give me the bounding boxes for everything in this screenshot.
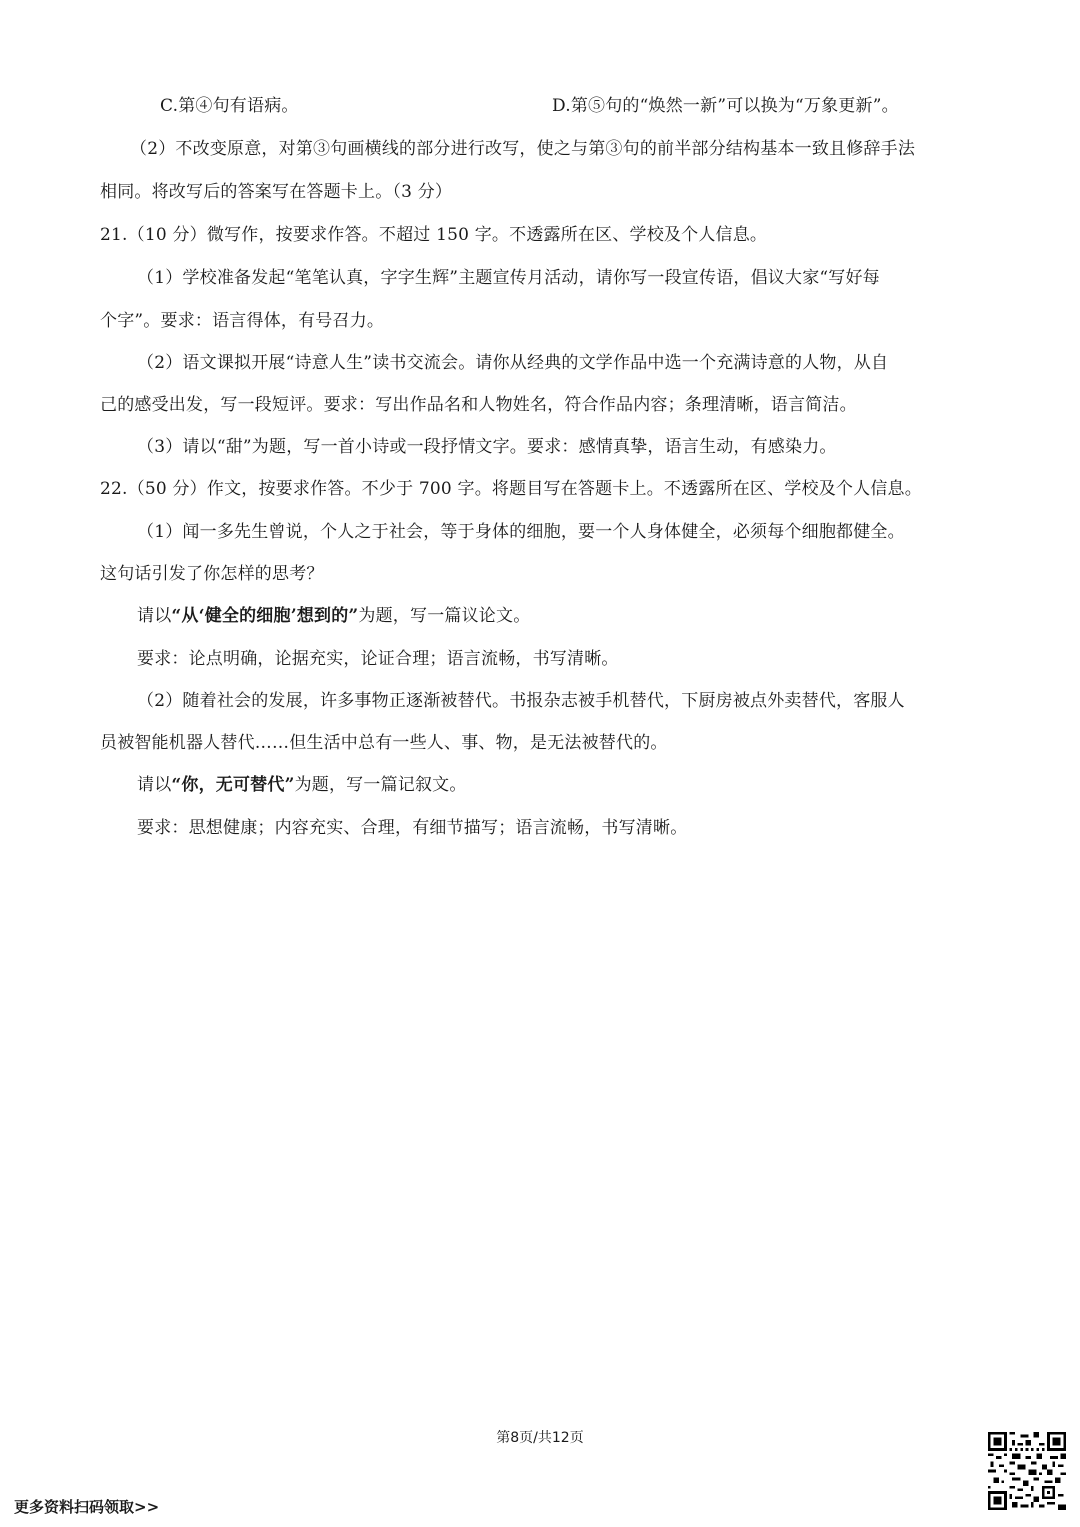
- q22-2-prefix: 请以: [137, 775, 172, 795]
- q22-1-suffix: 为题，写一篇议论文。: [358, 606, 531, 626]
- option-d: D.第⑤句的“焕然一新”可以换为“万象更新”。: [552, 96, 899, 116]
- q22-1-line1: （1）闻一多先生曾说，个人之于社会，等于身体的细胞，要一个人身体健全，必须每个细胞都健全。: [137, 522, 905, 542]
- q22-2-line1: （2）随着社会的发展，许多事物正逐渐被替代。书报杂志被手机替代，下厨房被点外卖替代，客服人: [137, 691, 905, 711]
- page-number: 第8页/共12页: [496, 1430, 584, 1446]
- qr-code-icon[interactable]: [988, 1432, 1066, 1510]
- q21-1-line2: 个字”。要求：语言得体，有号召力。: [100, 311, 385, 331]
- option-c: C.第④句有语病。: [160, 96, 299, 116]
- q21-3-line: （3）请以“甜”为题，写一首小诗或一段抒情文字。要求：感情真挚，语言生动，有感染力。: [137, 437, 837, 457]
- q22-1-requirements: 要求：论点明确，论据充实，论证合理；语言流畅，书写清晰。: [137, 649, 619, 669]
- more-info-link[interactable]: 更多资料扫码领取>>: [14, 1498, 160, 1516]
- q22-2-title-line: [137, 773, 467, 797]
- q22-2-suffix: 为题，写一篇记叙文。: [294, 775, 467, 795]
- q22-1-title-line: [137, 604, 530, 628]
- q22-heading: 22.（50 分）作文，按要求作答。不少于 700 字。将题目写在答题卡上。不透露所在区、学校及个人信息。: [100, 479, 922, 499]
- q21-2-line1: （2）语文课拟开展“诗意人生”读书交流会。请你从经典的文学作品中选一个充满诗意的人物，从自: [137, 353, 889, 373]
- q22-2-title: “你，无可替代”: [171, 775, 295, 795]
- q21-2-line2: 己的感受出发，写一段短评。要求：写出作品名和人物姓名，符合作品内容；条理清晰，语言简洁。: [100, 395, 857, 415]
- q21-heading: 21.（10 分）微写作，按要求作答。不超过 150 字。不透露所在区、学校及个人信息。: [100, 225, 768, 245]
- q22-2-requirements: 要求：思想健康；内容充实、合理，有细节描写；语言流畅，书写清晰。: [137, 818, 688, 838]
- q22-1-line2: 这句话引发了你怎样的思考？: [100, 564, 324, 584]
- q21-1-line1: （1）学校准备发起“笔笔认真，字字生辉”主题宣传月活动，请你写一段宣传语，倡议大家“写好每: [137, 268, 880, 288]
- q22-1-title: “从‘健全的细胞’想到的”: [171, 606, 359, 626]
- q20-2-line2: 相同。将改写后的答案写在答题卡上。（3 分）: [100, 182, 453, 202]
- q20-2-line1: （2）不改变原意，对第③句画横线的部分进行改写，使之与第③句的前半部分结构基本一致且修辞手法: [130, 139, 916, 159]
- q22-1-prefix: 请以: [137, 606, 172, 626]
- q22-2-line2: 员被智能机器人替代……但生活中总有一些人、事、物，是无法被替代的。: [100, 733, 668, 753]
